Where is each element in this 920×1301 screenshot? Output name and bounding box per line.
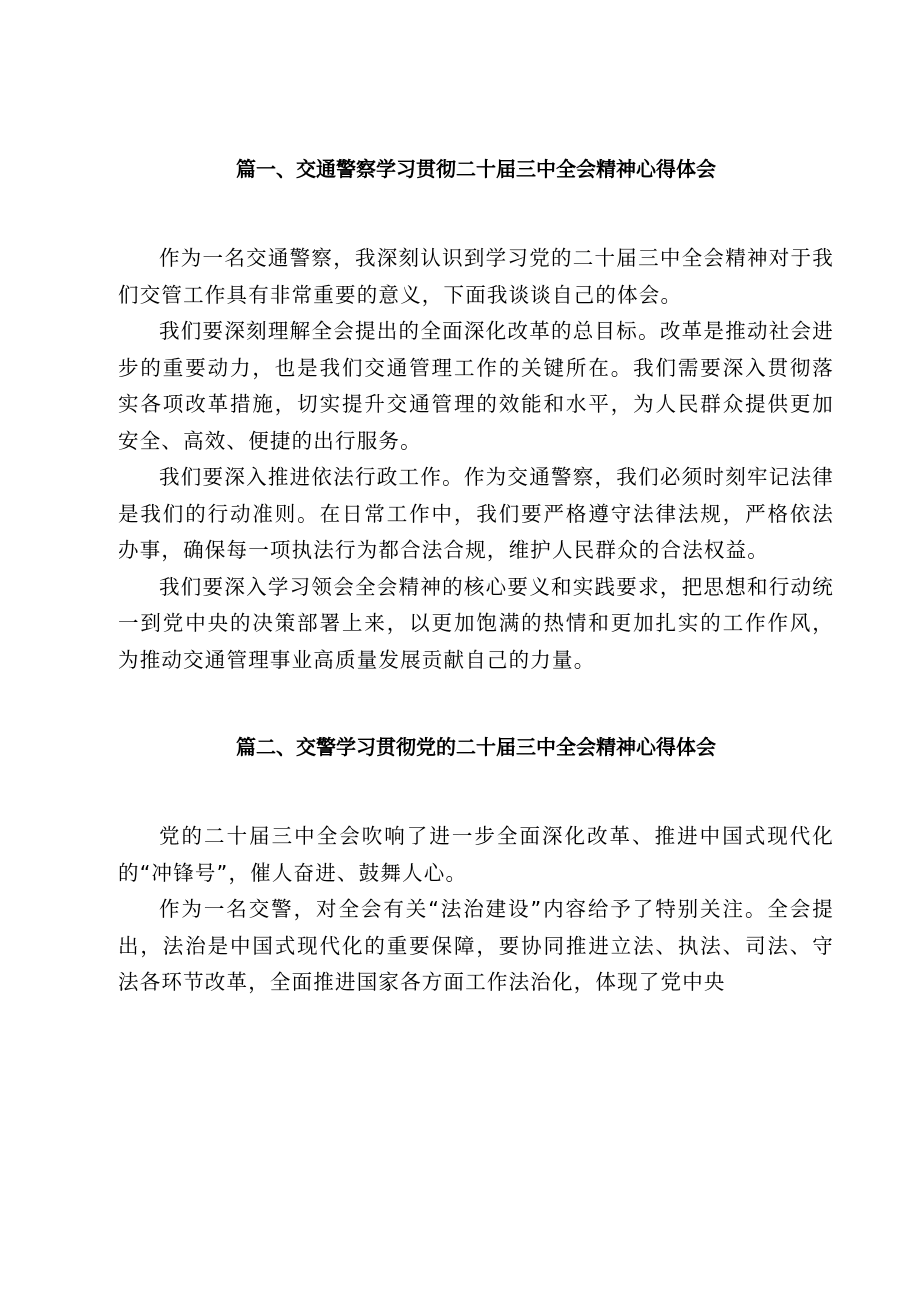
- paragraph: 我们要深入学习领会全会精神的核心要义和实践要求，把思想和行动统一到党中央的决策部署上来，以更加饱满的热情和更加扎实的工作作风，为推动交通管理事业高质量发展贡献自己的力量。: [118, 574, 834, 672]
- paragraph: 我们要深入推进依法行政工作。作为交通警察，我们必须时刻牢记法律是我们的行动准则。在日常工作中，我们要严格遵守法律法规，严格依法办事，确保每一项执法行为都合法合规，维护人民群众的合法权益。: [118, 465, 834, 562]
- paragraph: 作为一名交警，对全会有关“法治建设”内容给予了特别关注。全会提出，法治是中国式现代化的重要保障，要协同推进立法、执法、司法、守法各环节改革，全面推进国家各方面工作法治化，体现了党中央: [118, 897, 834, 994]
- paragraph: 我们要深刻理解全会提出的全面深化改革的总目标。改革是推动社会进步的重要动力，也是我们交通管理工作的关键所在。我们需要深入贯彻落实各项改革措施，切实提升交通管理的效能和水平，为人民群众提供更加安全、高效、便捷的出行服务。: [118, 319, 834, 453]
- section-title-1: 篇一、交通警察学习贯彻二十届三中全会精神心得体会: [236, 157, 716, 181]
- section-title-2: 篇二、交警学习贯彻党的二十届三中全会精神心得体会: [236, 735, 716, 759]
- section-body-1: [118, 240, 834, 678]
- section-body-2: [118, 818, 834, 1001]
- paragraph: 作为一名交通警察，我深刻认识到学习党的二十届三中全会精神对于我们交管工作具有非常重要的意义，下面我谈谈自己的体会。: [118, 246, 834, 307]
- paragraph: 党的二十届三中全会吹响了进一步全面深化改革、推进中国式现代化的“冲锋号”，催人奋进、鼓舞人心。: [118, 824, 834, 885]
